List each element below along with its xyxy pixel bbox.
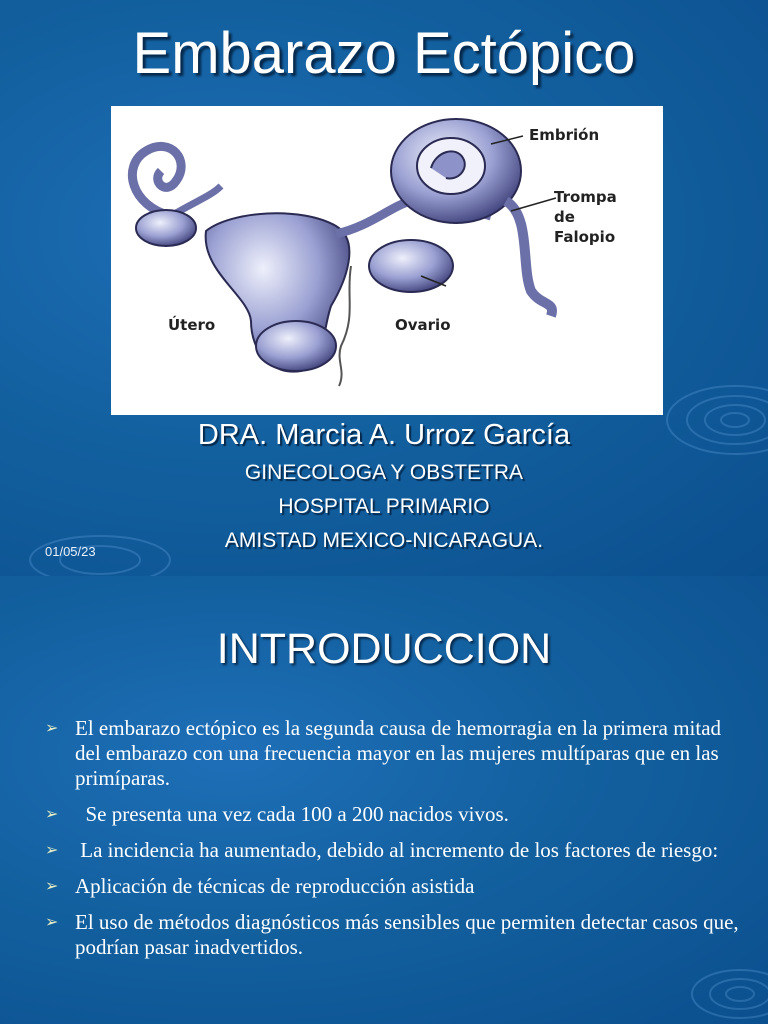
arrow-right-icon: ➢ [45, 876, 59, 895]
anatomy-diagram [111, 106, 663, 415]
arrow-right-icon: ➢ [45, 718, 59, 737]
arrow-right-icon: ➢ [45, 912, 59, 931]
author-name: DRA. Marcia A. Urroz García [197, 419, 571, 451]
bullet-item: ➢ Aplicación de técnicas de reproducción asistida [45, 874, 475, 898]
bullet-item: ➢ La incidencia ha aumentado, debido al incremento de los factores de riesgo: [45, 838, 719, 862]
bullet-item: ➢ El uso de métodos diagnósticos más sensibles que permiten detectar casos que, podrían pasar inadvertidos. [45, 910, 739, 959]
slide-date: 01/05/23 [45, 544, 96, 559]
label-embryo: Embrión [529, 126, 600, 144]
label-tube-2: de [554, 208, 575, 226]
affiliation-line-2: HOSPITAL PRIMARIO [278, 495, 490, 518]
bullet-item: ➢ Se presenta una vez cada 100 a 200 nacidos vivos. [45, 802, 509, 826]
arrow-right-icon: ➢ [45, 840, 59, 859]
label-uterus: Útero [168, 316, 216, 334]
affiliation-line-3: AMISTAD MEXICO-NICARAGUA. [224, 529, 544, 552]
bullet-item: ➢ El embarazo ectópico es la segunda causa de hemorragia en la primera mitad del embarazo con una frecuencia mayor en las mujeres multíparas que en las primíparas. [45, 716, 722, 790]
arrow-right-icon: ➢ [45, 804, 59, 823]
bullet-list [44, 716, 744, 971]
section-title: INTRODUCCION [216, 625, 552, 673]
label-tube-1: Trompa [554, 188, 617, 206]
label-tube-3: Falopio [554, 228, 616, 246]
affiliation-line-1: GINECOLOGA Y OBSTETRA [244, 461, 524, 484]
label-ovary: Ovario [395, 316, 451, 334]
slide-title: Embarazo Ectópico [132, 21, 636, 86]
